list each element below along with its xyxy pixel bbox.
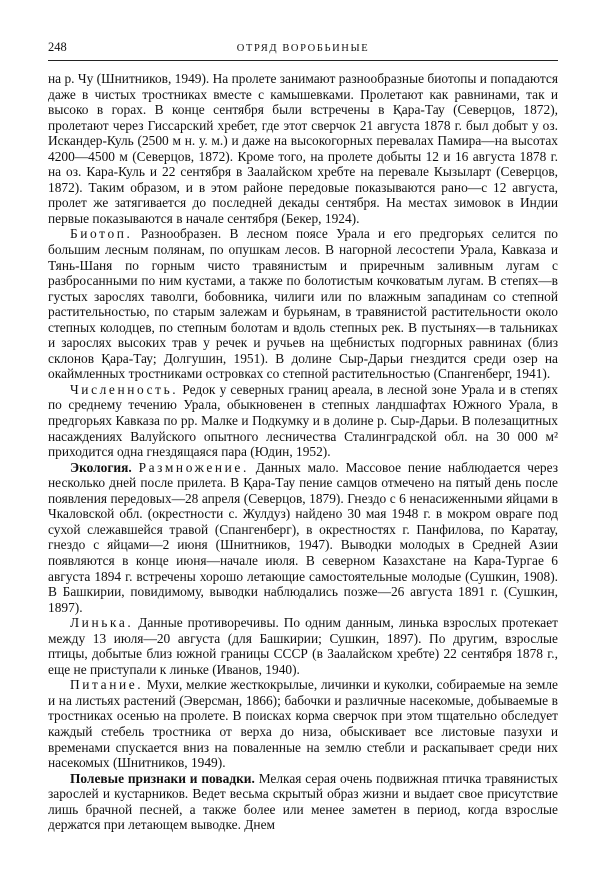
paragraph-text: Данных мало. Массовое пение наблюдается через несколько дней после прилета. В Қара-Тау пение самцов отмечено на пятый день после появления передовых—28 апреля (Северцов, 1879). Гнездо с 6 ненасиженными яйцами в Чкаловской обл. (окрестности с. Жулдуз) найдено 30 мая 1948 г. в мокром овраге под сухой слежавшейся травой (Спангенберг), в окрестностях г. Панфилова, по Каратау, гнездо с яйцами—2 июня (Шнитников, 1947). Выводки молодых в Средней Азии появляются в конце июня—начале июля. В северном Казахстане на Кара-Тургае 6 августа 1894 г. встречены хорошо летающие самостоятельные молодые (Сушкин, 1908). В Башкирии, повидимому, выводки наблюдались позже—26 августа 1891 г. (Сушкин, 1897). (48, 459, 559, 615)
paragraph-field-signs (48, 771, 558, 833)
running-head (48, 40, 558, 61)
paragraph-feeding (48, 677, 558, 770)
section-lead: Линька. (70, 615, 134, 631)
paragraph-text: Разнообразен. В лесном поясе Урала и его предгорьях селится по большим лесным полянам, по опушкам лесов. В нагорной лесостепи Урала, Кавказа и Тянь-Шаня по горным чисто травянистым и приречным заливным лугам с разбросанными по ним кустами, а также по болотистым кочковатым лугам. В степях—в густых зарослях таволги, бобовника, чилиги или по влажным западинам со степной растительностью, по старым залежам и бурьянам, в травянистой растительности около степных колодцев, по степным болотам и вдоль степных рек. В пустынях—в тальниках и зарослях высоких трав у речек и ручьев на щебнистых подгорных равнинах (близ склонов Қара-Тау; Долгушин, 1951). В долине Сыр-Дарьи гнездится среди озер на окаймленных тростниками островках со степной растительностью (Спангенберг, 1941). (48, 226, 558, 382)
paragraph-migration (48, 71, 558, 226)
section-title: ОТРЯД ВОРОБЬИНЫЕ (236, 43, 370, 54)
paragraph-text: Редок у северных границ ареала, в лесной зоне Урала и в степях по среднему течению Урала, обыкновенен в степных ландшафтах Южного Урала, в предгорьях Кавказа по рр. Малке и Подкумку и в долине р. Сыр-Дарьи. В полезащитных насаждениях Валуйского опытного лесничества Сталинградской обл. на 30 000 м² приходится одна гнездящаяся пара (Юдин, 1952). (48, 381, 558, 460)
section-heading: Экология. (70, 459, 132, 475)
section-lead: Размножение. (138, 459, 249, 475)
paragraph-biotope (48, 226, 558, 381)
paragraph-ecology-breeding (48, 460, 558, 615)
section-lead: Численность. (70, 381, 179, 397)
paragraph-text: Данные противоречивы. По одним данным, линька взрослых протекает между 13 июля—20 августа (для Башкирии; Сушкин, 1897). По другим, взрослые птицы, добытые близ южной границы СССР (в Заалайском хребте) 22 сентября 1878 г., еще не приступали к линьке (Иванов, 1940). (48, 615, 558, 677)
section-lead: Биотоп. (70, 226, 133, 242)
section-lead: Питание. (70, 677, 144, 693)
paragraph-text: Мухи, мелкие жесткокрылые, личинки и куколки, собираемые на земле и на листьях растений (Эверсман, 1866); бабочки и различные насекомые, добываемые в тростниках осенью на пролете. В поисках корма сверчок при этом тщательно обследует каждый стебель тростника от верха до низа, обыскивает все листовые пазухи и временами спускается вниз на поваленные на землю стебли и раскапывает среди них насекомых (Шнитников, 1949). (48, 677, 558, 771)
page-number: 248 (48, 40, 67, 54)
paragraph-abundance (48, 382, 558, 460)
paragraph-moult (48, 615, 558, 677)
section-heading: Полевые признаки и повадки. (70, 770, 255, 786)
paragraph-text: на р. Чу (Шнитников, 1949). На пролете занимают разнообразные биотопы и попадаются даже в чистых тростниках вместе с камышевками. Пролетают как равнинами, так и высоко в горах. В конце сентября были встречены в Қара-Тау (Северцов, 1872), пролетают через Гиссарский хребет, где этот сверчок 21 августа 1878 г. был добыт у оз. Искандер-Куль (2500 м н. у. м.) и даже на высокогорных перевалах Памира—на высотах 4200—4500 м (Северцов, 1872). Кроме того, на пролете добыты 12 и 16 августа 1878 г. на оз. Кара-Куль и 22 сентября в Заалайском хребте на перевале Кызыларт (Северцов, 1872). Таким образом, и в этом районе передовые показываются рано—с 12 августа, пролет же затягивается до последней декады сентября. На местах зимовок в Индии первые показываются в начале сентября (Бекер, 1924). (48, 71, 558, 226)
paragraph-text: Мелкая серая очень подвижная птичка травянистых зарослей и кустарников. Ведет весьма скрытый образ жизни и выдает свое присутствие лишь брачной песней, а также более или менее заметен в период, когда взрослые держатся при летающем выводке. Днем (48, 770, 558, 833)
